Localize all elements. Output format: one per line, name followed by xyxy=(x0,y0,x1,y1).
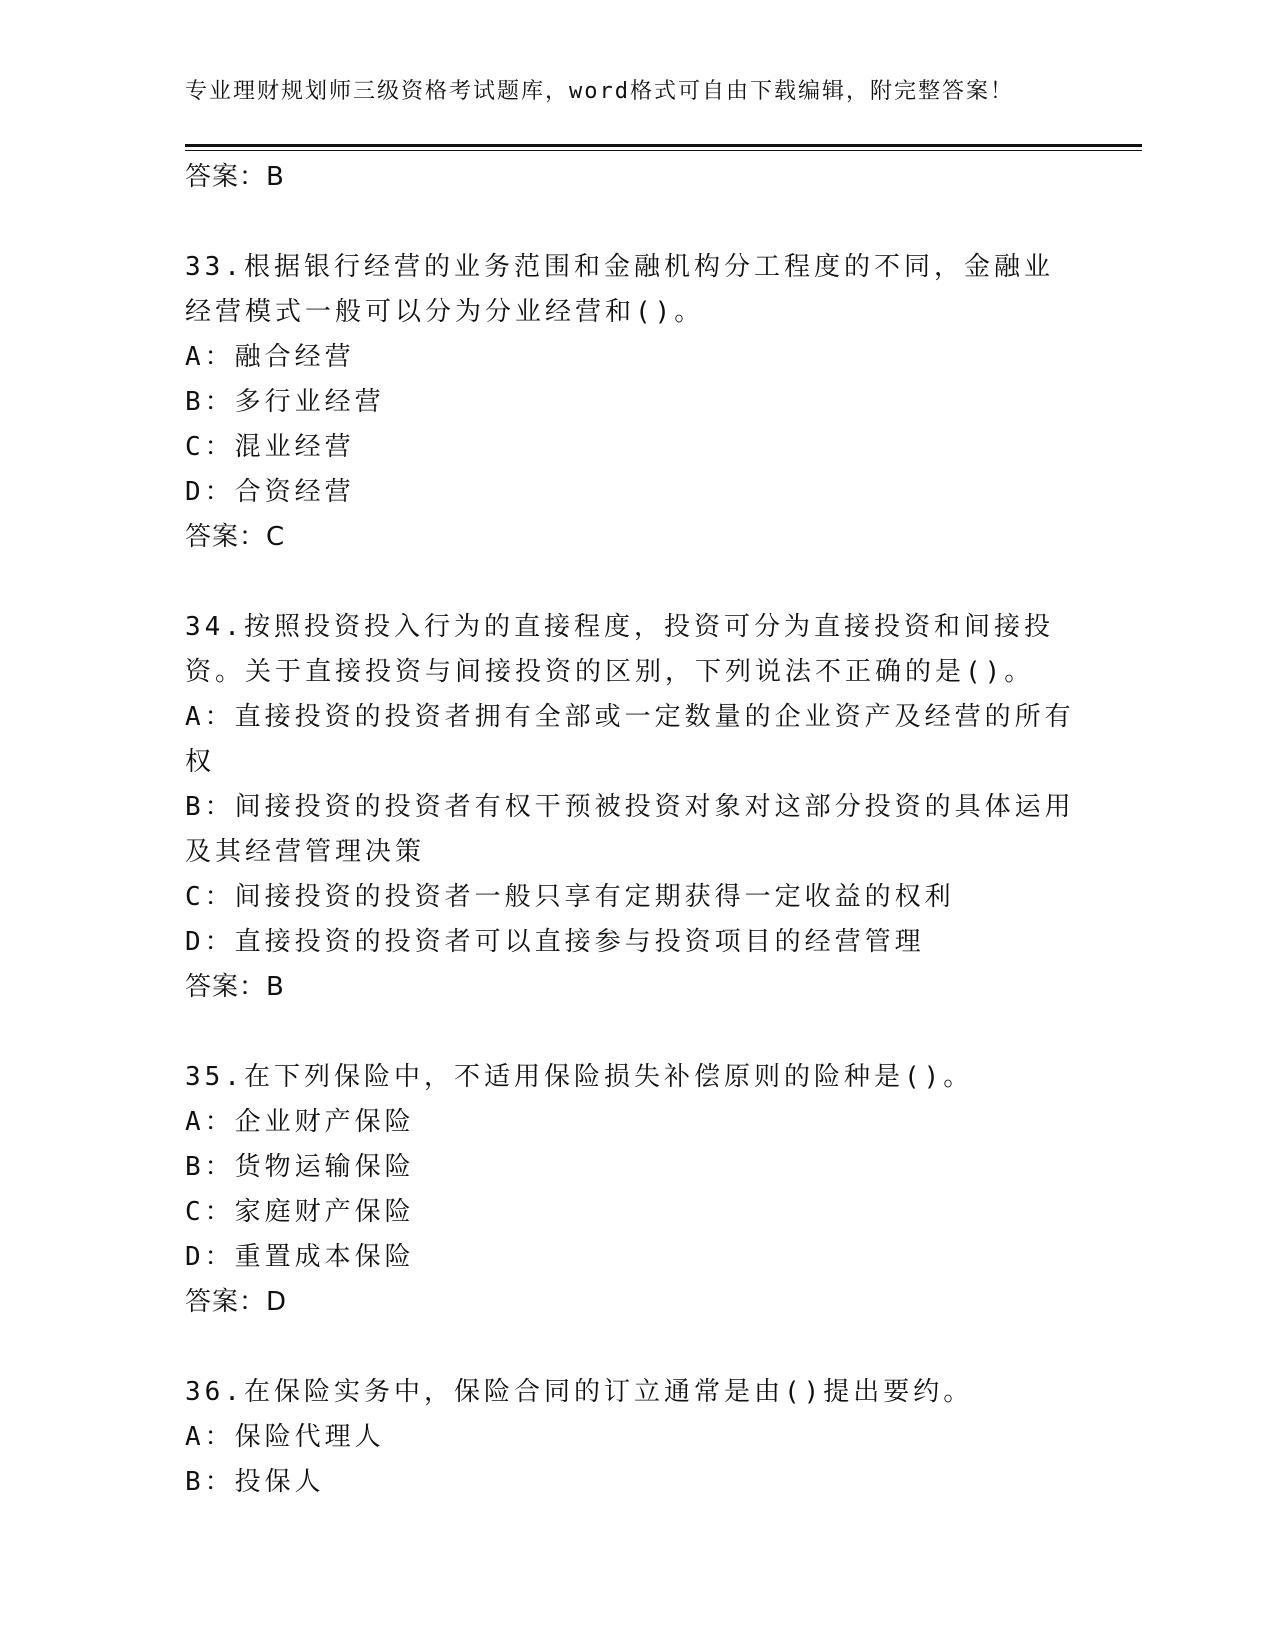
option-item: D：直接投资的投资者可以直接参与投资项目的经营管理 xyxy=(185,927,925,957)
question-text: 34.按照投资投入行为的直接程度，投资可分为直接投资和间接投资。关于直接投资与间接投资的区别，下列说法不正确的是()。 xyxy=(185,612,1054,687)
option-item: D：重置成本保险 xyxy=(185,1242,415,1272)
question-block xyxy=(185,605,1085,1010)
answer-line: 答案：B xyxy=(185,162,285,192)
question-text: 35.在下列保险中，不适用保险损失补偿原则的险种是()。 xyxy=(185,1062,974,1092)
option-item: C：混业经营 xyxy=(185,432,355,462)
header-rule-thin xyxy=(185,150,1142,151)
option-item: D：合资经营 xyxy=(185,477,355,507)
answer-line: 答案：B xyxy=(185,972,285,1002)
answer-line: 答案：D xyxy=(185,1287,288,1317)
answer-line: 答案：C xyxy=(185,522,286,552)
question-text: 33.根据银行经营的业务范围和金融机构分工程度的不同，金融业经营模式一般可以分为分业经营和()。 xyxy=(185,252,1054,327)
option-item: C：间接投资的投资者一般只享有定期获得一定收益的权利 xyxy=(185,882,955,912)
option-item: A：融合经营 xyxy=(185,342,355,372)
option-item: A：保险代理人 xyxy=(185,1422,385,1452)
option-item: B：间接投资的投资者有权干预被投资对象对这部分投资的具体运用及其经营管理决策 xyxy=(185,792,1075,867)
question-text: 36.在保险实务中，保险合同的订立通常是由()提出要约。 xyxy=(185,1377,974,1407)
document-body xyxy=(185,155,1085,1505)
question-block xyxy=(185,245,1085,560)
header-rule-thick xyxy=(185,144,1142,147)
option-item: A：企业财产保险 xyxy=(185,1107,415,1137)
option-item: B：货物运输保险 xyxy=(185,1152,415,1182)
option-item: B：多行业经营 xyxy=(185,387,385,417)
question-block xyxy=(185,1055,1085,1325)
page-header-text: 专业理财规划师三级资格考试题库，word格式可自由下载编辑，附完整答案！ xyxy=(185,79,1014,104)
option-item: B：投保人 xyxy=(185,1467,325,1497)
option-item: C：家庭财产保险 xyxy=(185,1197,415,1227)
option-item: A：直接投资的投资者拥有全部或一定数量的企业资产及经营的所有权 xyxy=(185,702,1075,777)
question-block xyxy=(185,1370,1085,1505)
